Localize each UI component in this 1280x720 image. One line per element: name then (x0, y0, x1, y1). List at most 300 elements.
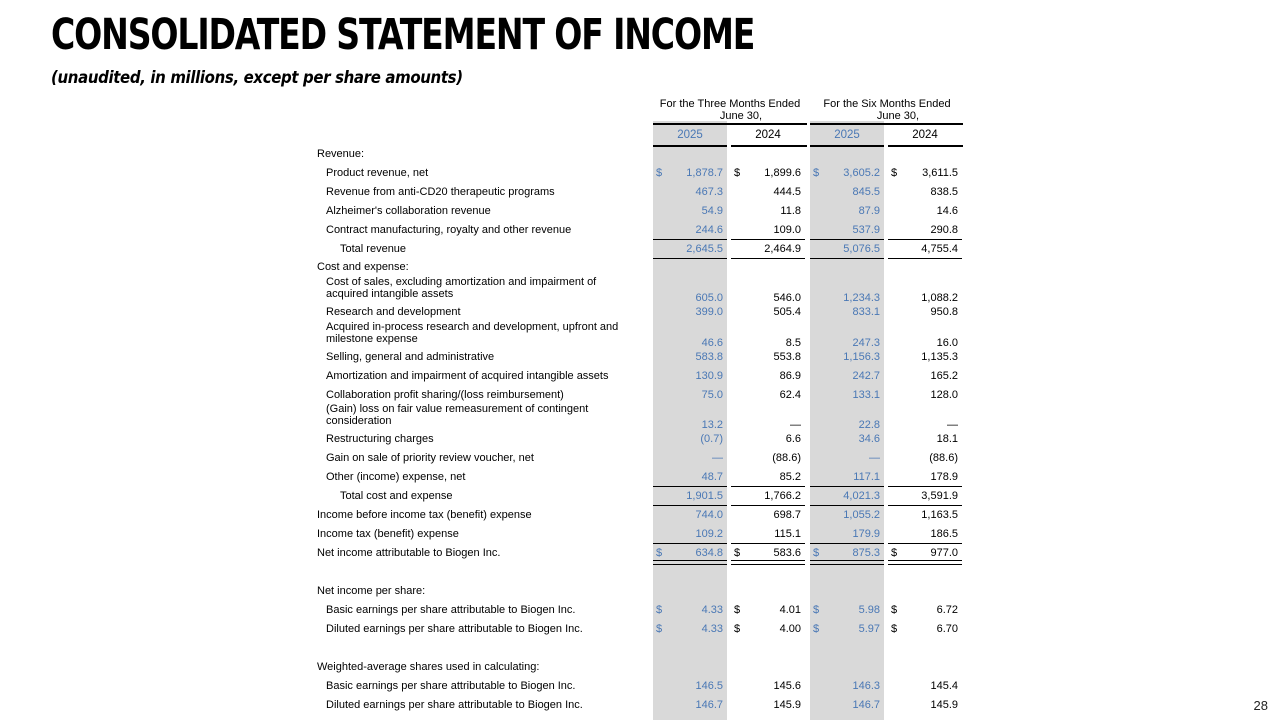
cell-value: 62.4 (779, 389, 801, 401)
cell-value: 977.0 (930, 547, 958, 559)
table-cell (888, 430, 962, 448)
row-label-text: Restructuring charges (326, 433, 434, 445)
table-cell (810, 620, 884, 638)
table-cell (810, 303, 884, 321)
table-cell (888, 367, 962, 385)
currency-symbol: $ (891, 547, 898, 559)
table-cell (731, 544, 805, 562)
table-cell (653, 275, 727, 303)
row-label (340, 240, 406, 258)
table-cell (653, 506, 727, 524)
currency-symbol: $ (656, 547, 663, 559)
table-cell (888, 275, 962, 303)
row-label (317, 147, 364, 162)
table-row (0, 402, 1280, 430)
table-cell (888, 544, 962, 562)
cell-value: 2,464.9 (764, 243, 801, 255)
table-cell (653, 677, 727, 695)
table-cell (653, 303, 727, 321)
table-cell (653, 468, 727, 486)
cell-value: 54.9 (701, 205, 723, 217)
cell-value: 186.5 (930, 528, 958, 540)
row-label-text: (Gain) loss on fair value remeasurement of contingent (326, 403, 589, 415)
table-row (0, 677, 1280, 695)
currency-symbol: $ (891, 167, 898, 179)
cell-value: 13.2 (701, 419, 723, 431)
table-cell (810, 259, 884, 275)
cell-value: 1,899.6 (764, 167, 801, 179)
row-label (326, 322, 618, 345)
table-cell (810, 221, 884, 239)
cell-value: 4,755.4 (921, 243, 958, 255)
row-label (317, 506, 532, 524)
table-cell (731, 202, 805, 220)
currency-symbol: $ (656, 167, 663, 179)
cell-value: 247.3 (852, 337, 880, 349)
row-label-text-cont: consideration (326, 414, 392, 427)
cell-value: 1,135.3 (921, 351, 958, 363)
cell-value: 6.70 (936, 623, 958, 635)
row-label (326, 468, 465, 486)
cell-value: 87.9 (858, 205, 880, 217)
cell-value: 2,645.5 (686, 243, 723, 255)
row-label (326, 164, 428, 182)
row-label-text: Basic earnings per share attributable to Biogen Inc. (326, 604, 576, 616)
table-cell (653, 221, 727, 239)
table-cell (653, 259, 727, 275)
cell-value: 1,901.5 (686, 490, 723, 502)
table-cell (810, 487, 884, 505)
table-cell (731, 147, 805, 162)
table-cell (810, 164, 884, 182)
page-subtitle: (unaudited, in millions, except per share amounts) (51, 68, 463, 88)
row-label (326, 303, 461, 321)
cell-value: 698.7 (773, 509, 801, 521)
cell-value: 467.3 (695, 186, 723, 198)
table-cell (731, 348, 805, 366)
cell-value: 546.0 (773, 292, 801, 304)
cell-value: 22.8 (858, 419, 880, 431)
table-row (0, 259, 1280, 275)
cell-value: 16.0 (936, 337, 958, 349)
cell-value: 634.8 (695, 547, 723, 559)
row-label-text: Total revenue (340, 243, 407, 255)
table-cell (810, 183, 884, 201)
cell-value: 109.2 (695, 528, 723, 540)
table-cell (653, 183, 727, 201)
cell-value: — (947, 419, 958, 431)
cell-value: 14.6 (936, 205, 958, 217)
cell-value: 505.4 (773, 306, 801, 318)
table-cell (888, 468, 962, 486)
currency-symbol: $ (734, 623, 741, 635)
cell-value: 399.0 (695, 306, 723, 318)
table-cell (731, 582, 805, 600)
table-cell (810, 601, 884, 619)
row-label-text: Income tax (benefit) expense (317, 528, 459, 540)
table-cell (653, 202, 727, 220)
cell-value: 117.1 (853, 471, 880, 483)
cell-value: 145.6 (773, 680, 801, 692)
cell-value: 75.0 (701, 389, 723, 401)
cell-value: 86.9 (779, 370, 801, 382)
table-cell (653, 367, 727, 385)
six-months-header-line1: For the Six Months Ended (823, 98, 951, 110)
currency-symbol: $ (734, 547, 741, 559)
table-cell (810, 582, 884, 600)
year-header-three-months-2025: 2025 (677, 129, 703, 141)
cell-value: (88.6) (929, 452, 958, 464)
cell-value: 130.9 (695, 370, 723, 382)
cell-value: 128.0 (930, 389, 958, 401)
row-label-text: Basic earnings per share attributable to Biogen Inc. (326, 680, 576, 692)
row-label (326, 677, 575, 695)
table-cell (731, 449, 805, 467)
cell-value: 242.7 (852, 370, 880, 382)
row-label-text: Net income attributable to Biogen Inc. (317, 547, 501, 559)
table-cell (653, 402, 727, 430)
table-cell (653, 348, 727, 366)
currency-symbol: $ (656, 604, 663, 616)
currency-symbol: $ (813, 604, 820, 616)
cell-value: 109.0 (773, 224, 801, 236)
row-label-text: Other (income) expense, net (326, 471, 466, 483)
table-row (0, 367, 1280, 385)
row-label-text: Contract manufacturing, royalty and other revenue (326, 224, 572, 236)
row-label-text: Diluted earnings per share attributable to Biogen Inc. (326, 699, 583, 711)
cell-value: 950.8 (930, 306, 958, 318)
cell-value: 11.8 (780, 205, 801, 217)
table-cell (731, 430, 805, 448)
row-label-text: Net income per share: (317, 585, 426, 597)
table-cell (810, 544, 884, 562)
table-cell (888, 449, 962, 467)
row-label (317, 259, 409, 275)
cell-value: 605.0 (695, 292, 723, 304)
table-cell (888, 202, 962, 220)
table-cell (810, 506, 884, 524)
table-cell (888, 183, 962, 201)
row-label-text: Amortization and impairment of acquired intangible assets (326, 370, 609, 382)
row-label (326, 202, 491, 220)
cell-value: 48.7 (701, 471, 723, 483)
cell-value: 845.5 (852, 186, 880, 198)
table-cell (731, 303, 805, 321)
row-label-text: Income before income tax (benefit) expense (317, 509, 532, 521)
table-row (0, 221, 1280, 239)
row-label-text: Product revenue, net (326, 167, 429, 179)
table-cell (888, 147, 962, 162)
six-months-header (810, 98, 964, 122)
table-row (0, 506, 1280, 524)
table-row (0, 468, 1280, 486)
table-row (0, 348, 1280, 366)
table-cell (653, 240, 727, 258)
currency-symbol: $ (891, 604, 898, 616)
cell-value: 18.1 (936, 433, 958, 445)
row-label (326, 367, 608, 385)
table-cell (888, 582, 962, 600)
cell-value: 145.4 (930, 680, 958, 692)
cell-value: 553.8 (773, 351, 801, 363)
table-cell (653, 620, 727, 638)
cell-value: (88.6) (772, 452, 801, 464)
row-label (340, 487, 453, 505)
table-cell (810, 525, 884, 543)
cell-value: 583.6 (773, 547, 801, 559)
cell-value: — (869, 452, 880, 464)
table-cell (653, 320, 727, 348)
table-cell (888, 348, 962, 366)
cell-value: 1,055.2 (843, 509, 880, 521)
table-cell (888, 696, 962, 714)
currency-symbol: $ (813, 167, 820, 179)
cell-value: 179.9 (852, 528, 880, 540)
table-cell (731, 275, 805, 303)
cell-value: 165.2 (930, 370, 958, 382)
table-cell (810, 147, 884, 162)
table-row (0, 147, 1280, 162)
table-cell (888, 221, 962, 239)
table-cell (653, 164, 727, 182)
cell-value: 5.97 (858, 623, 880, 635)
table-cell (731, 183, 805, 201)
table-cell (810, 402, 884, 430)
row-label (326, 348, 494, 366)
cell-value: 1,156.3 (843, 351, 880, 363)
cell-value: 146.3 (852, 680, 880, 692)
cell-value: 34.6 (858, 433, 880, 445)
cell-value: 85.2 (779, 471, 801, 483)
row-label-text: Revenue from anti-CD20 therapeutic programs (326, 186, 555, 198)
cell-value: 3,591.9 (921, 490, 958, 502)
cell-value: 444.5 (773, 186, 801, 198)
table-cell (810, 449, 884, 467)
cell-value: 178.9 (930, 471, 958, 483)
cell-value: — (712, 452, 723, 464)
cell-value: 5,076.5 (843, 243, 880, 255)
cell-value: 4.33 (701, 604, 723, 616)
table-cell (731, 402, 805, 430)
table-cell (731, 658, 805, 676)
cell-value: (0.7) (700, 433, 723, 445)
row-label (326, 430, 434, 448)
table-cell (731, 620, 805, 638)
table-cell (653, 582, 727, 600)
cell-value: 244.6 (695, 224, 723, 236)
table-row (0, 525, 1280, 543)
table-cell (731, 240, 805, 258)
table-cell (653, 430, 727, 448)
row-label (326, 277, 596, 300)
year-header-six-months-2025: 2025 (834, 129, 860, 141)
table-cell (731, 221, 805, 239)
table-cell (653, 544, 727, 562)
table-cell (653, 487, 727, 505)
table-cell (731, 506, 805, 524)
row-label-text: Cost of sales, excluding amortization and impairment of (326, 276, 597, 288)
table-row (0, 544, 1280, 562)
table-row (0, 601, 1280, 619)
row-label (326, 221, 571, 239)
row-label-text-cont: milestone expense (326, 332, 418, 345)
table-row (0, 430, 1280, 448)
table-cell (810, 240, 884, 258)
three-months-header-line2: June 30, (719, 110, 763, 122)
row-label-text: Collaboration profit sharing/(loss reimbursement) (326, 389, 564, 401)
row-label (326, 404, 588, 427)
table-cell (731, 487, 805, 505)
currency-symbol: $ (656, 623, 663, 635)
cell-value: 4.33 (701, 623, 723, 635)
cell-value: 537.9 (852, 224, 880, 236)
table-cell (888, 303, 962, 321)
table-cell (653, 601, 727, 619)
table-cell (810, 658, 884, 676)
table-row (0, 487, 1280, 505)
cell-value: 6.72 (936, 604, 958, 616)
cell-value: 583.8 (695, 351, 723, 363)
cell-value: 4,021.3 (843, 490, 880, 502)
table-cell (888, 259, 962, 275)
row-label-text: Research and development (326, 306, 461, 318)
cell-value: 4.00 (779, 623, 801, 635)
table-row (0, 275, 1280, 303)
cell-value: 46.6 (701, 337, 723, 349)
cell-value: 1,766.2 (764, 490, 801, 502)
table-cell (888, 487, 962, 505)
cell-value: 146.5 (695, 680, 723, 692)
cell-value: 6.6 (785, 433, 801, 445)
row-label-text: Selling, general and administrative (326, 351, 495, 363)
cell-value: 1,088.2 (921, 292, 958, 304)
currency-symbol: $ (813, 623, 820, 635)
row-label-text: Revenue: (317, 148, 365, 160)
table-cell (810, 696, 884, 714)
table-cell (810, 367, 884, 385)
six-months-header-rule (810, 123, 963, 125)
table-cell (731, 696, 805, 714)
cell-value: 8.5 (785, 337, 801, 349)
table-cell (888, 658, 962, 676)
cell-value: 5.98 (858, 604, 880, 616)
currency-symbol: $ (891, 623, 898, 635)
table-cell (810, 320, 884, 348)
table-cell (888, 240, 962, 258)
cell-value: 833.1 (852, 306, 880, 318)
table-cell (810, 275, 884, 303)
table-cell (731, 320, 805, 348)
table-cell (888, 506, 962, 524)
cell-value: 1,878.7 (686, 167, 723, 179)
cell-value: — (790, 419, 801, 431)
page-number: 28 (1253, 698, 1268, 713)
cell-value: 744.0 (695, 509, 723, 521)
currency-symbol: $ (734, 604, 741, 616)
currency-symbol: $ (734, 167, 741, 179)
cell-value: 133.1 (852, 389, 880, 401)
cell-value: 4.01 (779, 604, 801, 616)
currency-symbol: $ (813, 547, 820, 559)
row-label (326, 449, 534, 467)
table-row (0, 449, 1280, 467)
cell-value: 145.9 (773, 699, 801, 711)
cell-value: 1,234.3 (843, 292, 880, 304)
cell-value: 146.7 (695, 699, 723, 711)
table-row (0, 303, 1280, 321)
table-cell (653, 658, 727, 676)
three-months-header-line1: For the Three Months Ended (659, 98, 801, 110)
table-cell (810, 677, 884, 695)
table-cell (810, 202, 884, 220)
row-label-text: Cost and expense: (317, 261, 409, 273)
cell-value: 3,605.2 (843, 167, 880, 179)
table-cell (653, 525, 727, 543)
row-label (317, 525, 459, 543)
table-cell (888, 601, 962, 619)
row-label-text: Total cost and expense (340, 490, 453, 502)
row-label (317, 658, 539, 676)
table-row (0, 658, 1280, 676)
table-cell (731, 468, 805, 486)
three-months-header (653, 98, 807, 122)
table-cell (653, 147, 727, 162)
table-cell (731, 601, 805, 619)
three-months-header-rule (653, 123, 807, 125)
row-label-text: Weighted-average shares used in calculating: (317, 661, 540, 673)
table-cell (888, 320, 962, 348)
page-title: CONSOLIDATED STATEMENT OF INCOME (51, 10, 755, 60)
table-cell (731, 677, 805, 695)
table-cell (810, 468, 884, 486)
table-cell (731, 164, 805, 182)
table-row (0, 183, 1280, 201)
table-row (0, 620, 1280, 638)
row-label-text-cont: acquired intangible assets (326, 287, 454, 300)
table-cell (888, 525, 962, 543)
row-label-text: Diluted earnings per share attributable to Biogen Inc. (326, 623, 583, 635)
table-cell (888, 620, 962, 638)
row-label-text: Gain on sale of priority review voucher, net (326, 452, 534, 464)
cell-value: 838.5 (930, 186, 958, 198)
row-label (326, 620, 583, 638)
year-header-six-months-2024: 2024 (912, 129, 938, 141)
cell-value: 3,611.5 (922, 167, 958, 179)
table-cell (888, 677, 962, 695)
table-row (0, 240, 1280, 258)
row-label (326, 183, 555, 201)
row-label-text: Acquired in-process research and development, upfront and (326, 321, 619, 333)
cell-value: 145.9 (930, 699, 958, 711)
year-header-three-months-2024: 2024 (755, 129, 781, 141)
table-row (0, 202, 1280, 220)
table-cell (731, 259, 805, 275)
table-cell (653, 696, 727, 714)
table-cell (731, 367, 805, 385)
table-row (0, 696, 1280, 714)
table-cell (888, 164, 962, 182)
row-label-text: Alzheimer's collaboration revenue (326, 205, 491, 217)
cell-value: 146.7 (852, 699, 880, 711)
row-label (317, 582, 425, 600)
table-cell (653, 449, 727, 467)
table-cell (810, 430, 884, 448)
cell-value: 290.8 (930, 224, 958, 236)
table-row (0, 320, 1280, 348)
table-cell (888, 402, 962, 430)
six-months-header-line2: June 30, (876, 110, 920, 122)
row-label (326, 601, 575, 619)
